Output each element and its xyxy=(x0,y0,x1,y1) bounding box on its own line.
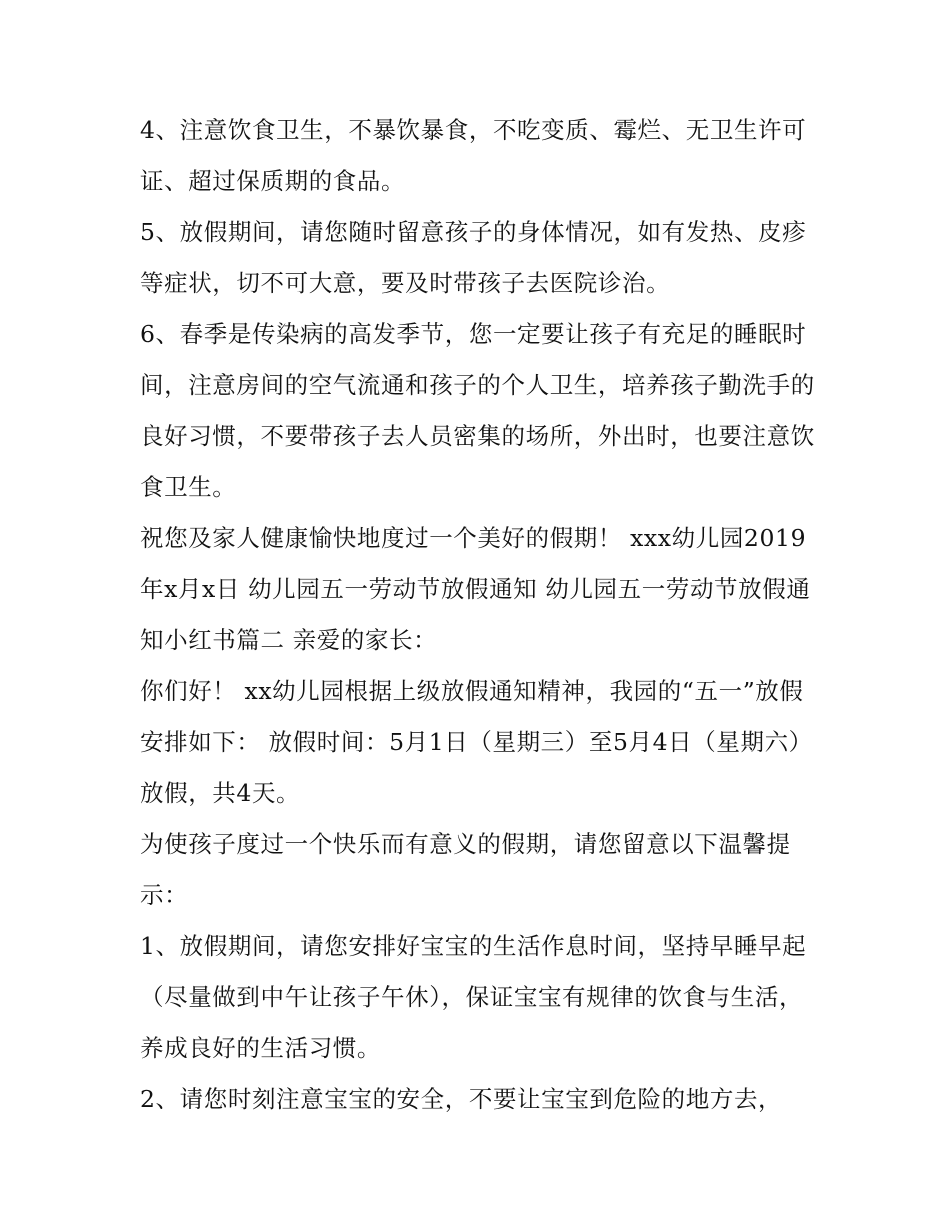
paragraph-greeting-and-heading: 祝您及家人健康愉快地度过一个美好的假期！ xxx幼儿园2019年x月x日 幼儿园五一劳动节放假通知 幼儿园五一劳动节放假通知小红书篇二 亲爱的家长： xyxy=(140,524,811,654)
paragraph-item-5: 5、放假期间，请您随时留意孩子的身体情况，如有发热、皮疹等症状，切不可大意，要及时带孩子去医院诊治。 xyxy=(140,218,807,297)
paragraph-item-6: 6、春季是传染病的高发季节，您一定要让孩子有充足的睡眠时间，注意房间的空气流通和孩子的个人卫生，培养孩子勤洗手的良好习惯，不要带孩子去人员密集的场所，外出时，也要注意饮食卫生。 xyxy=(140,320,815,501)
paragraph-item-4: 4、注意饮食卫生，不暴饮暴食，不吃变质、霉烂、无卫生许可证、超过保质期的食品。 xyxy=(140,116,807,195)
paragraph-tips-intro: 为使孩子度过一个快乐而有意义的假期，请您留意以下温馨提示： xyxy=(140,830,791,909)
paragraph-holiday-schedule: 你们好！ xx幼儿园根据上级放假通知精神，我园的“五一”放假安排如下： 放假时间：5月1日（星期三）至5月4日（星期六）放假，共4天。 xyxy=(140,677,813,807)
paragraph-item-2: 2、请您时刻注意宝宝的安全，不要让宝宝到危险的地方去， xyxy=(140,1085,783,1113)
document-body xyxy=(140,105,820,1125)
paragraph-item-1: 1、放假期间，请您安排好宝宝的生活作息时间，坚持早睡早起（尽量做到中午让孩子午休），保证宝宝有规律的饮食与生活，养成良好的生活习惯。 xyxy=(140,932,807,1062)
